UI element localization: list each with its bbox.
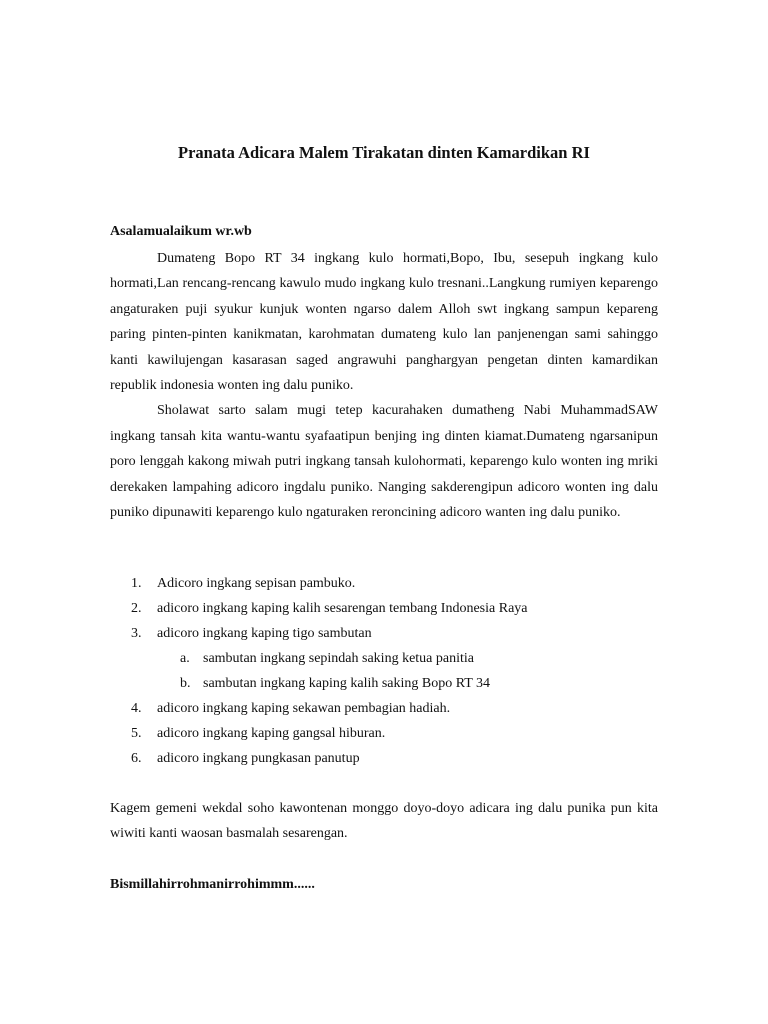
list-item-text: adicoro ingkang kaping tigo sambutan [157, 626, 372, 641]
paragraph-sholawat: Sholawat sarto salam mugi tetep kacurahaken dumatheng Nabi MuhammadSAW ingkang tansah kita wantu-wantu syafaatipun benjing ing dinten kiamat.Dumateng ngarsanipun poro lenggah kakong miwah putri ingkang tansah kulohormati, keparengo kulo wonten ing mriki derekaken lampahing adicoro ingdalu puniko. Nanging sakderengipun adicoro wonten ing dalu puniko dipunawiti keparengo kulo ngaturaken reroncining adicoro wanten ing dalu puniko. [110, 403, 658, 521]
agenda-item-3 [110, 621, 658, 646]
agenda-item-2 [110, 596, 658, 621]
closing-paragraph: Kagem gemeni wekdal soho kawontenan monggo doyo-doyo adicara ing dalu punika pun kita wiwiti kanti waosan basmalah sesarengan. [110, 801, 658, 842]
list-marker: 1. [131, 576, 142, 591]
greeting-text: Asalamualaikum wr.wb [110, 224, 252, 239]
agenda-subitem-b [110, 671, 658, 696]
list-item-text: adicoro ingkang kaping kalih sesarengan tembang Indonesia Raya [157, 601, 528, 616]
list-marker: b. [180, 676, 191, 691]
paragraph-opening: Dumateng Bopo RT 34 ingkang kulo hormati,Bopo, Ibu, sesepuh ingkang kulo hormati,Lan rencang-rencang kawulo mudo ingkang kulo tresnani..Langkung rumiyen keparengo angaturaken puji syukur kunjuk wonten ngarso dalem Alloh swt ingkang sampun kepareng paring pinten-pinten kanikmatan, karohmatan dumateng kulo lan panjenengan sami sahinggo kanti kawilujengan kasarasan saged angrawuhi panghargyan pengetan dinten kamardikan republik indonesia wonten ing dalu puniko. [110, 251, 658, 394]
list-marker: 5. [131, 726, 142, 741]
bismillah-text: Bismillahirrohmanirrohimmm...... [110, 877, 315, 892]
agenda-item-5 [110, 721, 658, 746]
agenda-subitem-a [110, 646, 658, 671]
list-marker: 3. [131, 626, 142, 641]
list-item-text: adicoro ingkang kaping sekawan pembagian hadiah. [157, 701, 451, 716]
list-marker: a. [180, 651, 190, 666]
agenda-item-1 [110, 571, 658, 596]
list-item-text: adicoro ingkang pungkasan panutup [157, 751, 360, 766]
body-text [110, 246, 658, 525]
agenda-list [110, 571, 658, 771]
list-item-text: sambutan ingkang kaping kalih saking Bopo RT 34 [203, 676, 491, 691]
list-marker: 4. [131, 701, 142, 716]
document-page [110, 0, 658, 1024]
list-item-text: sambutan ingkang sepindah saking ketua panitia [203, 651, 474, 666]
agenda-item-6 [110, 746, 658, 771]
list-item-text: Adicoro ingkang sepisan pambuko. [157, 576, 356, 591]
agenda-item-4 [110, 696, 658, 721]
list-marker: 2. [131, 601, 142, 616]
document-title: Pranata Adicara Malem Tirakatan dinten Kamardikan RI [178, 143, 590, 162]
list-marker: 6. [131, 751, 142, 766]
list-item-text: adicoro ingkang kaping gangsal hiburan. [157, 726, 386, 741]
